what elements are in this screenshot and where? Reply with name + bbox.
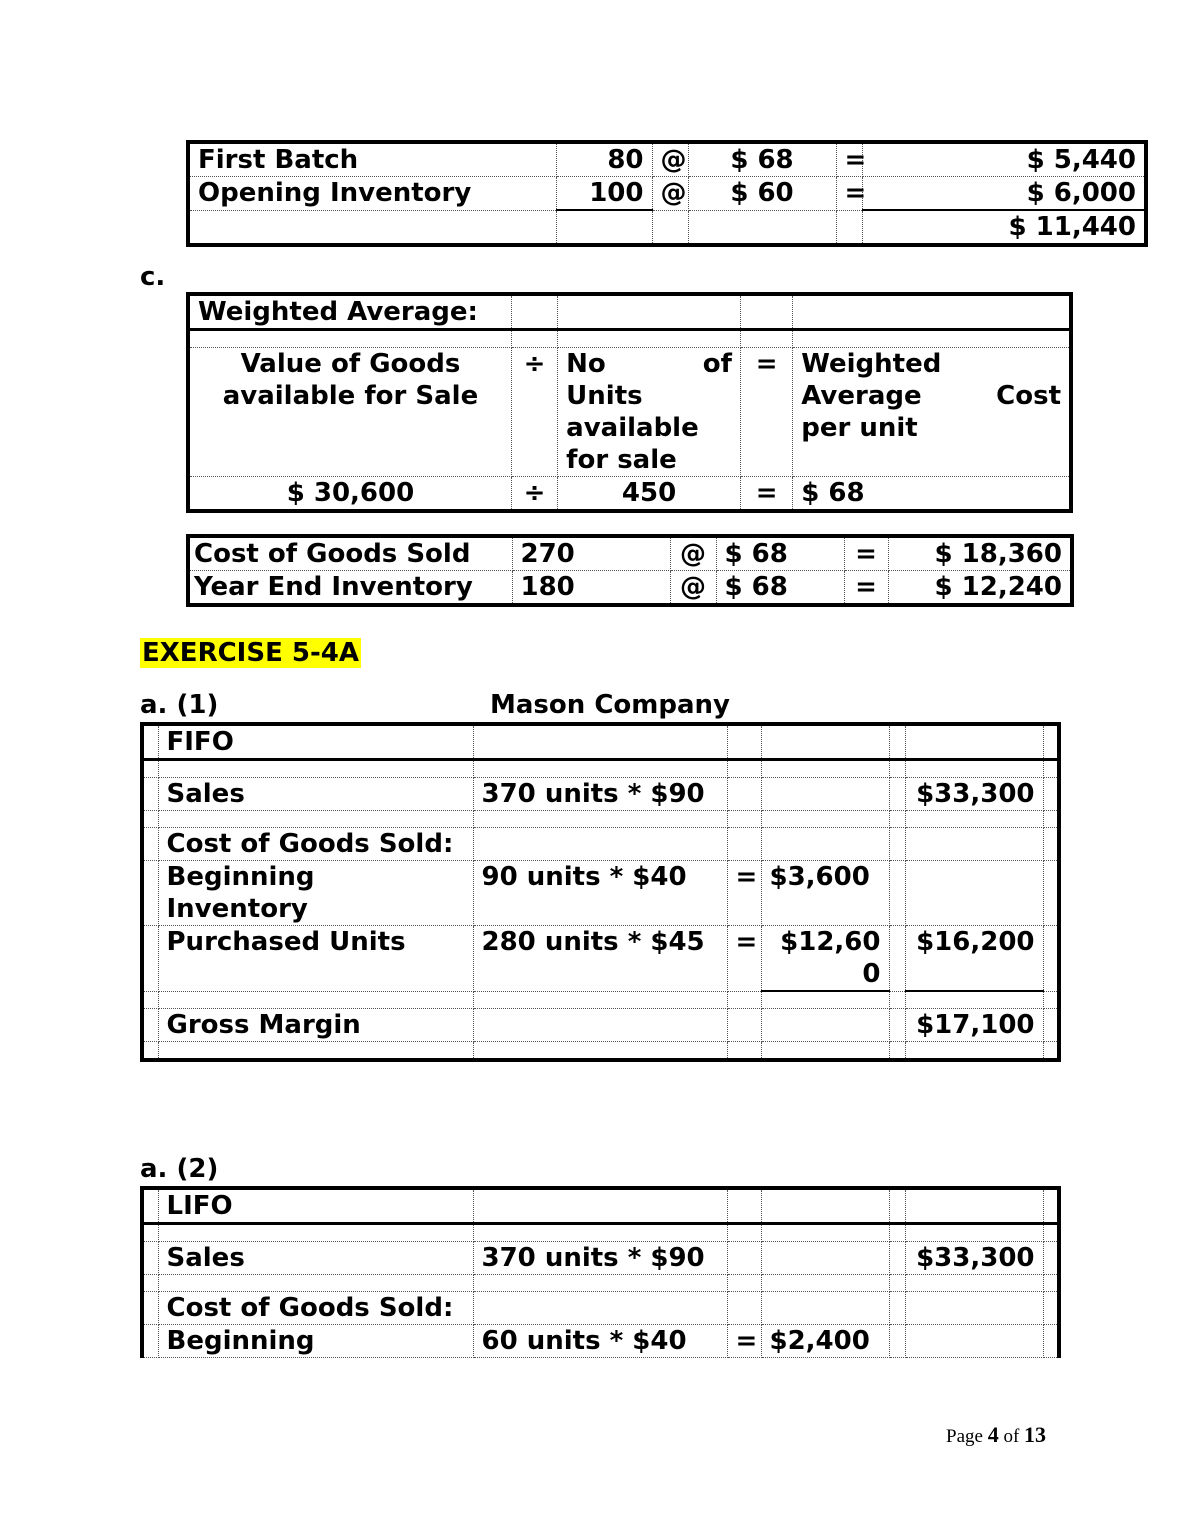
weighted-average-cost: $ 68	[793, 477, 1071, 512]
method-title: LIFO	[158, 1188, 473, 1224]
sales-calc: 370 units * $90	[473, 1242, 727, 1275]
equals-sign: =	[740, 477, 792, 512]
beginning-inventory-amount: $2,400	[761, 1325, 889, 1358]
company-name: Mason Company	[490, 690, 730, 720]
equals-sign: =	[844, 571, 888, 606]
part-a2-label: a. (2)	[140, 1154, 219, 1184]
table-row	[142, 1188, 1059, 1224]
table-row	[142, 1242, 1059, 1275]
exercise-title: EXERCISE 5-4A	[142, 638, 359, 668]
total-value: $ 12,240	[888, 571, 1072, 606]
equals-sign: =	[836, 177, 862, 211]
method-title: FIFO	[158, 724, 473, 760]
page-number: 4	[987, 1422, 999, 1447]
page-footer	[946, 1422, 1046, 1448]
units-value: 100	[556, 177, 652, 211]
table-row	[142, 1325, 1059, 1358]
table-row	[188, 210, 1146, 245]
at-sign: @	[652, 177, 688, 211]
page-total: 13	[1024, 1422, 1047, 1447]
price-value: $ 60	[688, 177, 836, 211]
cogs-table	[186, 534, 1074, 607]
formula-middle-rest: Units available for sale	[566, 381, 699, 475]
weighted-average-table	[186, 292, 1073, 513]
table-row	[142, 1009, 1059, 1042]
price-value: $ 68	[688, 142, 836, 177]
beginning-inventory-calc: 90 units * $40	[473, 861, 727, 926]
units-value: 270	[512, 536, 670, 571]
cogs-total: $16,200	[905, 926, 1043, 992]
at-sign: @	[670, 571, 716, 606]
beginning-inventory-label: Beginning Inventory	[158, 861, 473, 926]
at-sign: @	[670, 536, 716, 571]
sum-value: $ 11,440	[862, 210, 1146, 245]
formula-middle-line1: No of	[566, 349, 732, 379]
table-row	[142, 1292, 1059, 1325]
cogs-label: Cost of Goods Sold:	[158, 828, 473, 861]
row-label: Opening Inventory	[188, 177, 556, 211]
row-label: Year End Inventory	[188, 571, 512, 606]
table-row	[188, 177, 1146, 211]
lifo-table	[140, 1186, 1061, 1358]
price-value: $ 68	[716, 571, 844, 606]
table-row	[142, 778, 1059, 811]
equals-sign: =	[727, 1325, 761, 1358]
formula-right-line2: Average Cost	[801, 381, 1061, 411]
table-row	[188, 294, 1071, 330]
table-row	[142, 828, 1059, 861]
table-row	[188, 142, 1146, 177]
formula-left: Value of Goods available for Sale	[188, 348, 511, 477]
purchased-units-label: Purchased Units	[158, 926, 473, 992]
beginning-inventory-amount: $3,600	[761, 861, 889, 926]
section-label-c: c.	[140, 262, 166, 292]
table-row	[188, 536, 1072, 571]
price-value: $ 68	[716, 536, 844, 571]
table-row	[142, 926, 1059, 992]
formula-right-line1: Weighted	[801, 349, 942, 379]
value-goods-available: $ 30,600	[188, 477, 511, 512]
of-word: of	[1003, 1426, 1020, 1447]
total-value: $ 6,000	[862, 177, 1146, 211]
sales-total: $33,300	[905, 778, 1043, 811]
at-sign: @	[652, 142, 688, 177]
total-value: $ 5,440	[862, 142, 1146, 177]
beginning-inventory-label: Beginning	[158, 1325, 473, 1358]
gross-margin-label: Gross Margin	[158, 1009, 473, 1042]
units-value: 180	[512, 571, 670, 606]
page-word: Page	[946, 1426, 983, 1447]
equals-sign: =	[740, 348, 792, 477]
units-value: 80	[556, 142, 652, 177]
fifo-table	[140, 722, 1061, 1062]
sales-total: $33,300	[905, 1242, 1043, 1275]
beginning-inventory-calc: 60 units * $40	[473, 1325, 727, 1358]
table-row	[142, 724, 1059, 760]
method-title: Weighted Average:	[188, 294, 511, 330]
units-available: 450	[558, 477, 741, 512]
purchased-units-amount: $12,600	[761, 926, 889, 992]
divide-sign: ÷	[511, 348, 557, 477]
table-row	[142, 861, 1059, 926]
gross-margin-total: $17,100	[905, 1009, 1043, 1042]
sales-label: Sales	[158, 1242, 473, 1275]
lifo-table-clip	[140, 1186, 1061, 1394]
total-value: $ 18,360	[888, 536, 1072, 571]
formula-row	[188, 348, 1071, 477]
sales-label: Sales	[158, 778, 473, 811]
table-row	[188, 571, 1072, 606]
divide-sign: ÷	[511, 477, 557, 512]
equals-sign: =	[727, 926, 761, 992]
batch-table	[186, 140, 1148, 247]
sales-calc: 370 units * $90	[473, 778, 727, 811]
row-label: First Batch	[188, 142, 556, 177]
equals-sign: =	[844, 536, 888, 571]
equals-sign: =	[836, 142, 862, 177]
cogs-label: Cost of Goods Sold:	[158, 1292, 473, 1325]
formula-right-line3: per unit	[801, 413, 918, 443]
part-a1-label: a. (1)	[140, 690, 219, 720]
values-row	[188, 477, 1071, 512]
purchased-units-calc: 280 units * $45	[473, 926, 727, 992]
equals-sign: =	[727, 861, 761, 926]
row-label: Cost of Goods Sold	[188, 536, 512, 571]
